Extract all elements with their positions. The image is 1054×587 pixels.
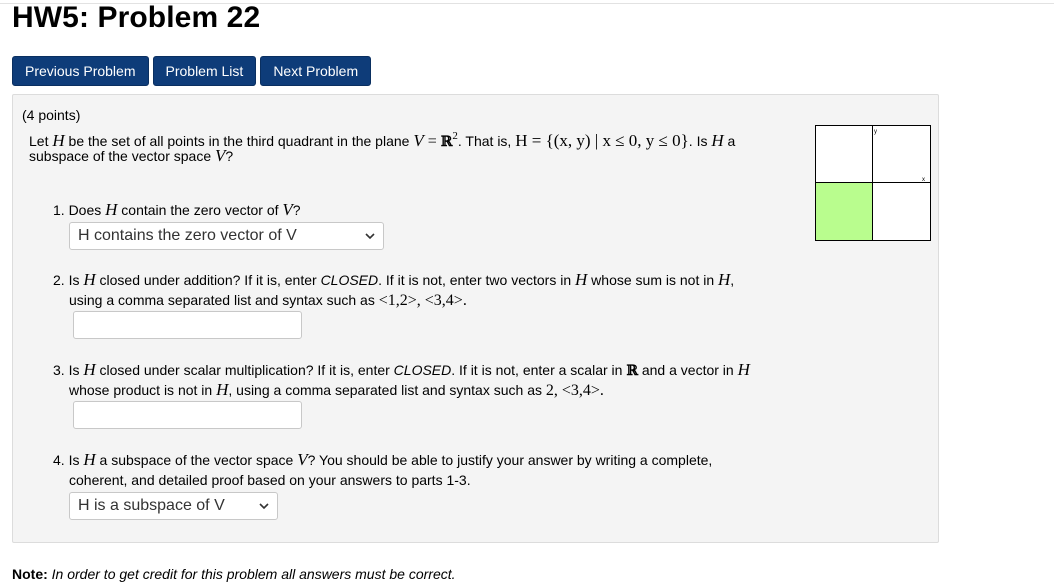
next-problem-button[interactable]: Next Problem [260, 56, 371, 86]
question-1-text: 1. Does H contain the zero vector of V? [53, 200, 301, 219]
question-4-selected-value: H is a subspace of V [78, 497, 225, 514]
page-title: HW5: Problem 22 [12, 1, 261, 34]
quadrant-graph [815, 125, 931, 246]
previous-problem-button[interactable]: Previous Problem [12, 56, 149, 86]
question-4-text-line2: coherent, and detailed proof based on your answers to parts 1-3. [69, 472, 471, 488]
third-quadrant-shaded-region [816, 183, 873, 241]
question-3-answer-input[interactable] [73, 401, 302, 429]
chevron-down-icon [365, 227, 375, 245]
question-1-select[interactable] [69, 222, 384, 250]
points-label: (4 points) [22, 107, 81, 123]
question-3-text-line1: 3. Is H closed under scalar multiplication? If it is, enter CLOSED. If it is not, enter a scalar in ℝ and a vector in H [53, 360, 750, 379]
quadrant-graph-svg [815, 125, 931, 241]
question-2-text-line2: using a comma separated list and syntax such as <1,2>, <3,4>. [69, 292, 467, 309]
question-4-text-line1: 4. Is H a subspace of the vector space V? You should be able to justify your answer by writing a complete, [53, 450, 713, 469]
question-1-selected-value: H contains the zero vector of V [78, 227, 297, 244]
problem-container [12, 94, 939, 543]
note-label: Note: [12, 566, 48, 582]
credit-note [12, 566, 456, 582]
note-text: In order to get credit for this problem all answers must be correct. [47, 566, 456, 582]
problem-statement-line2: subspace of the vector space V? [29, 146, 234, 165]
question-3-text-line2: whose product is not in H, using a comma separated list and syntax such as 2, <3,4>. [69, 380, 604, 399]
problem-statement-line1: Let H be the set of all points in the third quadrant in the plane V = ℝ$^2$. That is, H = {(x, y) | x ≤ 0, y ≤ 0}. Is H a [29, 130, 736, 150]
question-4-select[interactable] [69, 492, 278, 520]
question-2-text-line1: 2. Is H closed under addition? If it is, enter CLOSED. If it is not, enter two vectors in H whose sum is not in H, [53, 270, 735, 289]
x-axis-label: x [922, 177, 925, 183]
question-2-answer-input[interactable] [73, 311, 302, 339]
chevron-down-icon [259, 497, 269, 515]
y-axis-label: y [874, 129, 877, 135]
problem-navigation [12, 56, 371, 86]
problem-list-button[interactable]: Problem List [153, 56, 257, 86]
